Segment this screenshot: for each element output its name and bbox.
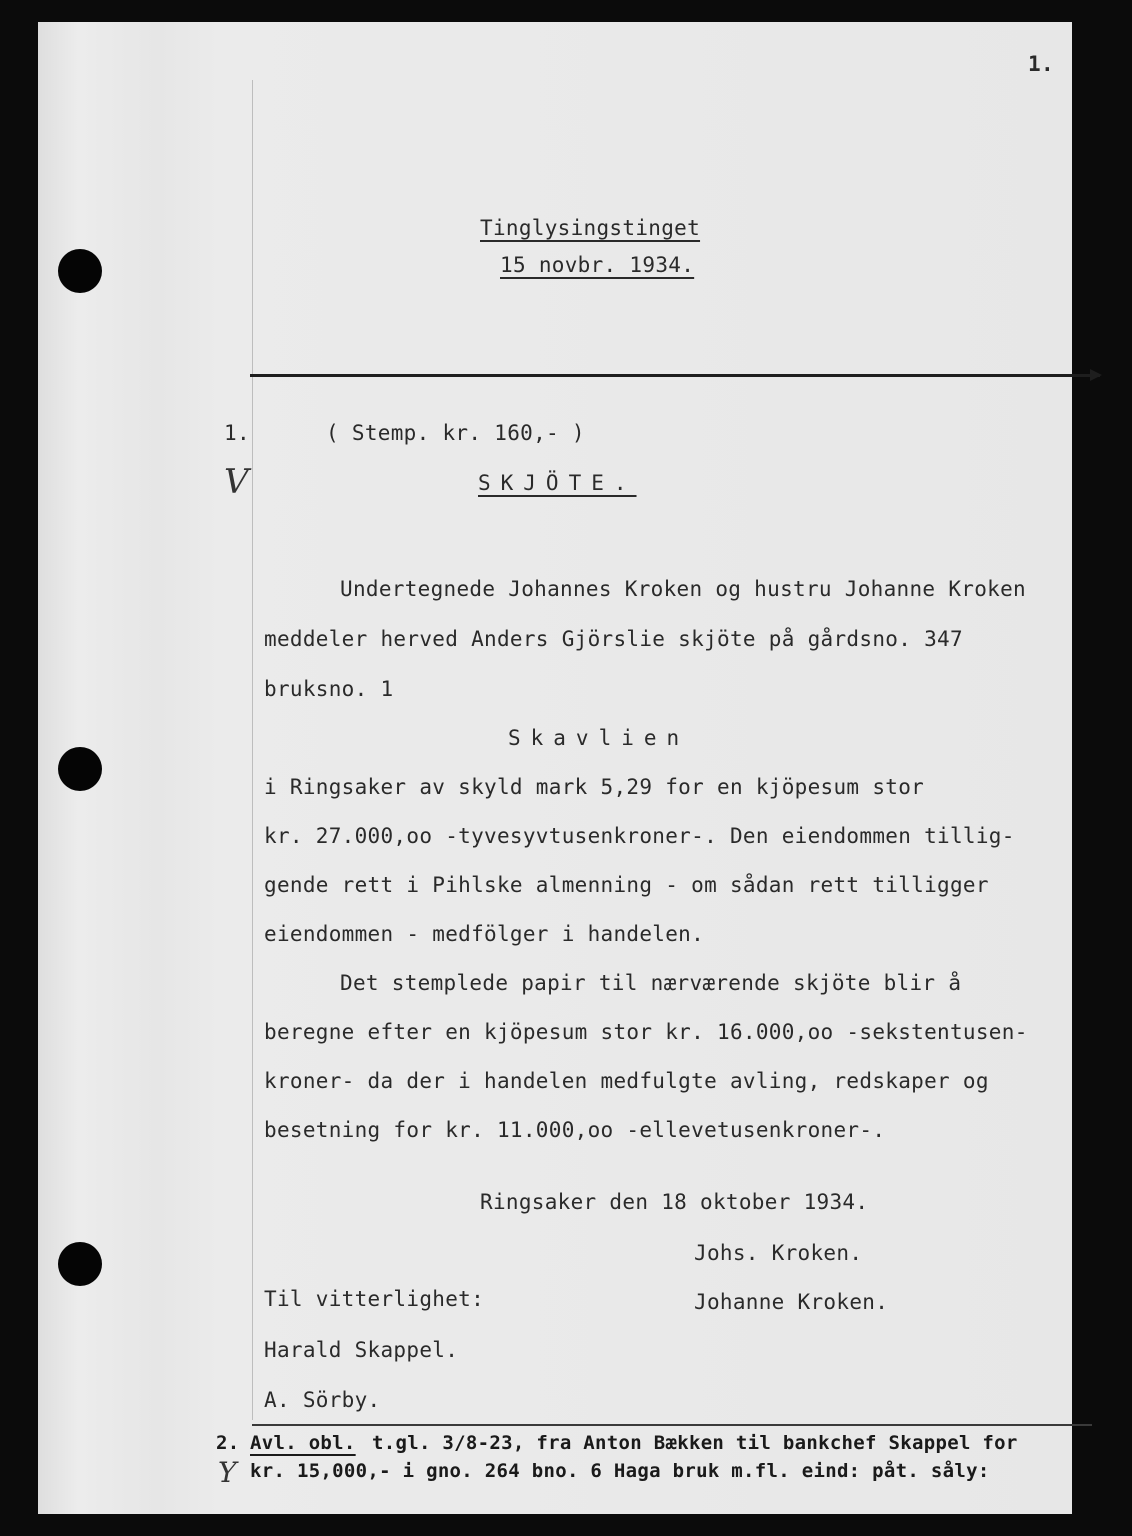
body-line: Det stemplede papir til nærværende skjöte blir å bbox=[340, 971, 962, 995]
signature-line: Johs. Kroken. bbox=[694, 1241, 863, 1265]
body-line: meddeler herved Anders Gjörslie skjöte på gårdsno. 347 bbox=[264, 627, 963, 651]
body-line: Undertegnede Johannes Kroken og hustru Johanne Kroken bbox=[340, 577, 1026, 601]
page-number: 1. bbox=[1028, 52, 1054, 76]
body-line: i Ringsaker av skyld mark 5,29 for en kjöpesum stor bbox=[264, 775, 925, 799]
body-line: besetning for kr. 11.000,oo -ellevetusenkroner-. bbox=[264, 1118, 886, 1142]
body-line: gende rett i Pihlske almenning - om sådan rett tilligger bbox=[264, 873, 989, 897]
place-date: Ringsaker den 18 oktober 1934. bbox=[480, 1190, 869, 1214]
witness-name: A. Sörby. bbox=[264, 1388, 381, 1412]
property-name: Skavlien bbox=[508, 726, 690, 750]
document-date: 15 novbr. 1934. bbox=[500, 253, 695, 277]
entry-number: 1. bbox=[224, 421, 250, 445]
witness-label: Til vitterlighet: bbox=[264, 1287, 485, 1311]
body-line: kr. 27.000,oo -tyvesyvtusenkroner-. Den eiendommen tillig- bbox=[264, 824, 1015, 848]
handwritten-mark: Y bbox=[218, 1456, 237, 1489]
document-title: Tinglysingstinget bbox=[480, 216, 701, 240]
deed-heading: SKJÖTE. bbox=[478, 471, 637, 495]
header-rule bbox=[250, 374, 1100, 377]
body-line: kroner- da der i handelen medfulgte avling, redskaper og bbox=[264, 1069, 989, 1093]
margin-line bbox=[252, 80, 253, 1420]
handwritten-check-mark: V bbox=[224, 462, 249, 502]
punch-hole bbox=[58, 1242, 102, 1286]
body-line: beregne efter en kjöpesum stor kr. 16.000,oo -sekstentusen- bbox=[264, 1020, 1028, 1044]
stamp-note: ( Stemp. kr. 160,- ) bbox=[326, 421, 585, 445]
entry2-label: Avl. obl. bbox=[250, 1432, 356, 1454]
witness-name: Harald Skappel. bbox=[264, 1338, 459, 1362]
body-line: bruksno. 1 bbox=[264, 677, 394, 701]
header-rule-arrow bbox=[1090, 369, 1102, 381]
entry-number: 2. bbox=[216, 1432, 240, 1454]
body-line: eiendommen - medfölger i handelen. bbox=[264, 922, 705, 946]
document-page bbox=[38, 22, 1072, 1514]
punch-hole bbox=[58, 747, 102, 791]
entry2-line: t.gl. 3/8-23, fra Anton Bækken til bankchef Skappel for bbox=[372, 1432, 1018, 1454]
entry2-line: kr. 15,000,- i gno. 264 bno. 6 Haga bruk m.fl. eind: påt. såly: bbox=[250, 1460, 990, 1482]
entry-separator bbox=[252, 1424, 1092, 1426]
signature-line: Johanne Kroken. bbox=[694, 1290, 889, 1314]
punch-hole bbox=[58, 249, 102, 293]
